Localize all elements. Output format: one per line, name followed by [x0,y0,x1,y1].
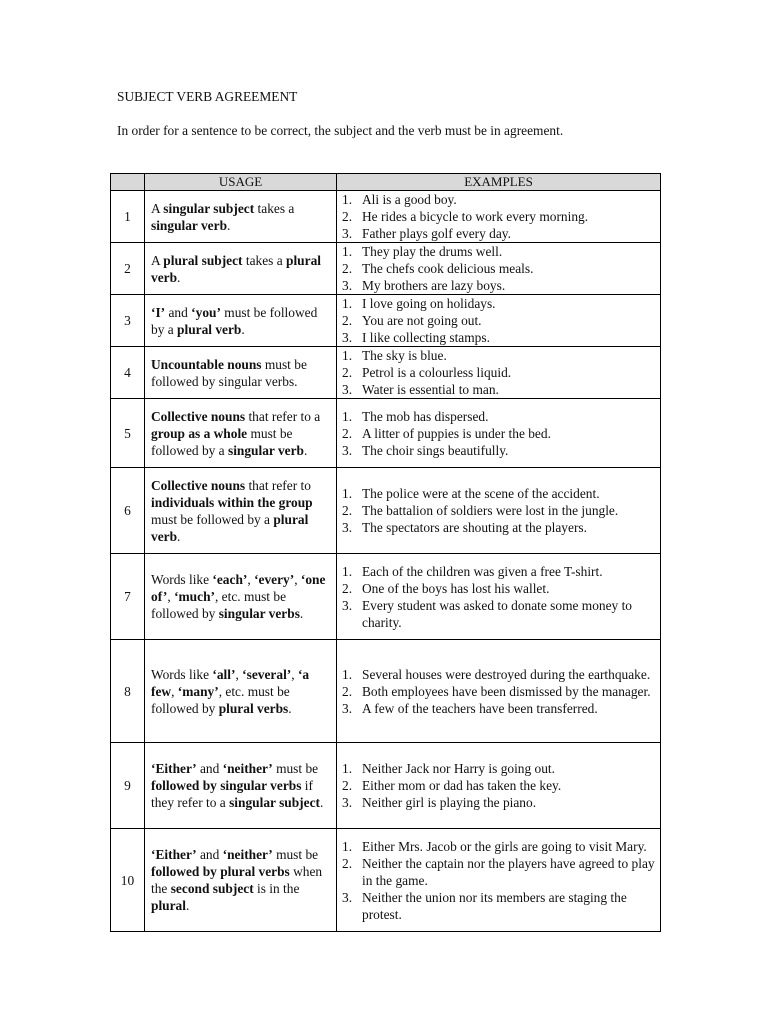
example-text: One of the boys has lost his wallet. [362,580,550,596]
example-item [342,408,656,425]
usage-text: must be followed by a [151,304,318,337]
examples-cell [337,640,661,743]
usage-text: , [235,666,243,682]
usage-bold-text: ‘a few [151,666,310,699]
examples-list [342,666,656,717]
example-number: 2. [342,313,353,328]
usage-bold-text: plural verb [151,252,321,285]
examples-cell [337,829,661,932]
usage-cell [145,399,337,468]
usage-text: that refer to a [245,408,321,424]
usage-bold-text: ‘all’ [212,666,236,682]
example-text: The mob has dispersed. [362,408,489,424]
usage-bold-text: plural verbs [218,700,289,716]
example-number: 2. [342,425,353,441]
usage-text: must be followed by singular verbs. [151,356,307,389]
usage-text: . [304,442,308,458]
example-item [342,794,656,811]
usage-text: . [299,606,304,621]
example-number: 2. [342,365,353,380]
usage-bold-text: ‘neither’ [222,761,273,776]
row-number: 10 [111,829,145,932]
examples-cell [337,295,661,347]
usage-bold-text: group as a whole [151,425,248,441]
examples-cell [337,468,661,554]
row-number: 8 [111,640,145,743]
example-number: 2. [342,261,353,276]
row-number: 1 [111,191,145,243]
example-item [342,519,656,536]
usage-bold-text: singular verbs [218,606,300,621]
example-text: The police were at the scene of the accident. [362,486,600,501]
usage-bold-text: Uncountable nouns [151,356,262,372]
usage-bold-text: ‘much’ [174,589,215,604]
example-text: The chefs cook delicious meals. [362,261,534,276]
usage-text: , etc. must be followed by [151,683,290,716]
usage-text: if they refer to a [151,778,313,810]
usage-cell [145,243,337,295]
example-text: Petrol is a colourless liquid. [362,365,512,380]
example-item [342,777,656,794]
row-number: 5 [111,399,145,468]
example-text: Either mom or dad has taken the key. [362,778,562,793]
usage-bold-text: ‘many’ [177,683,219,699]
example-number: 1. [342,408,353,424]
row-number: 9 [111,743,145,829]
usage-text: must be [272,847,319,862]
example-item [342,502,656,519]
example-number: 1. [342,563,353,579]
example-number: 1. [342,348,353,363]
usage-text: . [319,795,324,810]
usage-text: A [151,200,164,216]
example-text: The sky is blue. [362,348,447,363]
table-row [111,743,661,829]
example-text: My brothers are lazy boys. [362,278,506,293]
example-number: 3. [342,597,353,613]
row-number: 7 [111,554,145,640]
usage-cell [145,347,337,399]
usage-text: that refer to [245,477,311,493]
table-row [111,243,661,295]
example-text: They play the drums well. [362,244,503,259]
example-text: I like collecting stamps. [362,330,490,345]
usage-text: takes a [254,200,295,216]
example-number: 3. [342,889,353,905]
row-number: 2 [111,243,145,295]
example-text: Water is essential to man. [362,382,499,397]
example-item [342,666,656,683]
example-item [342,700,656,717]
example-text: You are not going out. [362,313,482,328]
usage-bold-text: ‘one of’ [151,572,326,604]
example-number: 3. [342,382,353,397]
usage-bold-text: plural subject [163,252,243,268]
examples-cell [337,243,661,295]
usage-bold-text: ‘neither’ [222,847,273,862]
row-number: 6 [111,468,145,554]
example-number: 1. [342,296,353,311]
usage-text: , [291,666,298,682]
usage-text: and [196,761,223,776]
example-item [342,563,656,580]
usage-bold-text: singular verb [151,217,228,233]
example-number: 1. [342,486,353,501]
example-item [342,312,656,329]
examples-list [342,408,656,459]
example-item [342,191,656,208]
example-text: The spectators are shouting at the players. [362,520,587,535]
usage-bold-text: second subject [170,881,254,896]
example-number: 3. [342,700,353,716]
example-text: Neither Jack nor Harry is going out. [362,761,556,776]
table-row [111,640,661,743]
examples-list [342,191,656,242]
usage-cell [145,468,337,554]
table-row [111,829,661,932]
examples-cell [337,399,661,468]
example-item [342,277,656,294]
usage-text: , [167,589,175,604]
example-text: Neither the captain nor the players have agreed to play in the game. [362,855,655,888]
example-item [342,760,656,777]
usage-text: . [241,321,245,337]
usage-text: is in the [253,881,300,896]
examples-list [342,243,656,294]
usage-cell [145,191,337,243]
usage-bold-text: ‘each’ [212,572,248,587]
example-number: 1. [342,761,353,776]
usage-bold-text: ‘several’ [242,666,292,682]
table-row [111,399,661,468]
example-text: Neither the union nor its members are staging the protest. [362,889,627,922]
example-text: Each of the children was given a free T-shirt. [362,563,603,579]
usage-bold-text: singular subject [229,795,320,810]
usage-text: takes a [242,252,287,268]
examples-cell [337,191,661,243]
example-number: 2. [342,778,353,793]
examples-list [342,347,656,398]
example-text: A few of the teachers have been transferred. [362,700,598,716]
example-item [342,580,656,597]
example-number: 3. [342,278,353,293]
usage-bold-text: ‘I’ [151,304,166,320]
example-text: Neither girl is playing the piano. [362,795,537,810]
usage-bold-text: plural verb [177,321,242,337]
example-item [342,347,656,364]
example-number: 3. [342,330,353,345]
example-number: 3. [342,520,353,535]
example-text: Ali is a good boy. [362,192,457,207]
usage-bold-text: ‘you’ [191,304,221,320]
example-number: 2. [342,209,353,224]
usage-cell [145,640,337,743]
header-usage: USAGE [145,174,337,191]
examples-cell [337,347,661,399]
examples-list [342,760,656,811]
usage-bold-text: plural verb [151,511,309,544]
example-number: 3. [342,795,353,810]
usage-cell [145,743,337,829]
example-item [342,364,656,381]
header-examples: EXAMPLES [337,174,661,191]
examples-list [342,485,656,536]
usage-text: , etc. must be followed by [151,589,287,621]
usage-text: . [177,269,181,285]
usage-bold-text: plural [151,898,186,913]
row-number: 3 [111,295,145,347]
example-number: 3. [342,226,353,241]
table-row [111,554,661,640]
example-number: 3. [342,442,353,458]
table-row [111,191,661,243]
usage-bold-text: singular verb [227,442,304,458]
header-number [111,174,145,191]
usage-text: must be followed by a [151,425,293,458]
usage-bold-text: individuals within the group [151,494,313,510]
table-row [111,347,661,399]
usage-bold-text: Collective nouns [151,408,246,424]
example-item [342,838,656,855]
usage-text: . [177,528,181,544]
example-item [342,225,656,242]
usage-bold-text: singular subject [163,200,255,216]
usage-text: , [247,572,255,587]
usage-cell [145,554,337,640]
agreement-table [110,173,661,932]
usage-text: . [227,217,231,233]
example-text: A litter of puppies is under the bed. [362,425,551,441]
usage-bold-text: ‘Either’ [151,847,197,862]
example-item [342,295,656,312]
usage-cell [145,829,337,932]
example-text: Either Mrs. Jacob or the girls are going to visit Mary. [362,838,647,854]
usage-text: , [294,572,301,587]
example-text: Father plays golf every day. [362,226,511,241]
example-item [342,485,656,502]
example-text: The battalion of soldiers were lost in the jungle. [362,503,619,518]
example-item [342,381,656,398]
usage-text: and [196,847,223,862]
usage-text: must be followed by a [151,511,274,527]
table-row [111,468,661,554]
example-text: I love going on holidays. [362,296,496,311]
example-item [342,425,656,442]
usage-text: , [171,683,178,699]
example-item [342,683,656,700]
example-item [342,329,656,346]
example-number: 2. [342,580,353,596]
usage-bold-text: ‘Either’ [151,761,197,776]
example-number: 1. [342,244,353,259]
table-body [111,191,661,932]
example-item [342,442,656,459]
examples-list [342,838,656,923]
usage-text: must be [272,761,319,776]
example-number: 1. [342,838,353,854]
example-number: 1. [342,666,353,682]
usage-text: . [288,700,292,716]
usage-cell [145,295,337,347]
example-text: Every student was asked to donate some money to charity. [362,597,632,630]
example-item [342,243,656,260]
example-number: 1. [342,192,353,207]
example-item [342,208,656,225]
example-number: 2. [342,683,353,699]
example-text: Several houses were destroyed during the earthquake. [362,666,651,682]
example-text: He rides a bicycle to work every morning. [362,209,589,224]
example-item [342,889,656,923]
usage-bold-text: followed by singular verbs [151,778,302,793]
usage-bold-text: Collective nouns [151,477,246,493]
example-item [342,597,656,631]
usage-text: . [185,898,190,913]
example-text: The choir sings beautifully. [362,442,509,458]
usage-text: A [151,252,164,268]
examples-list [342,563,656,631]
examples-list [342,295,656,346]
table-row [111,295,661,347]
example-number: 2. [342,503,353,518]
usage-text: when the [151,864,323,896]
example-item [342,260,656,277]
example-text: Both employees have been dismissed by the manager. [362,683,651,699]
usage-text: Words like [151,572,213,587]
document-title: SUBJECT VERB AGREEMENT [117,89,298,104]
usage-text: and [165,304,192,320]
example-item [342,855,656,889]
table-header-row [111,174,661,191]
examples-cell [337,554,661,640]
row-number: 4 [111,347,145,399]
usage-bold-text: followed by plural verbs [151,864,290,879]
usage-bold-text: ‘every’ [254,572,295,587]
examples-cell [337,743,661,829]
example-number: 2. [342,855,353,871]
intro-paragraph: In order for a sentence to be correct, the subject and the verb must be in agreement. [117,123,564,138]
usage-text: Words like [151,666,213,682]
